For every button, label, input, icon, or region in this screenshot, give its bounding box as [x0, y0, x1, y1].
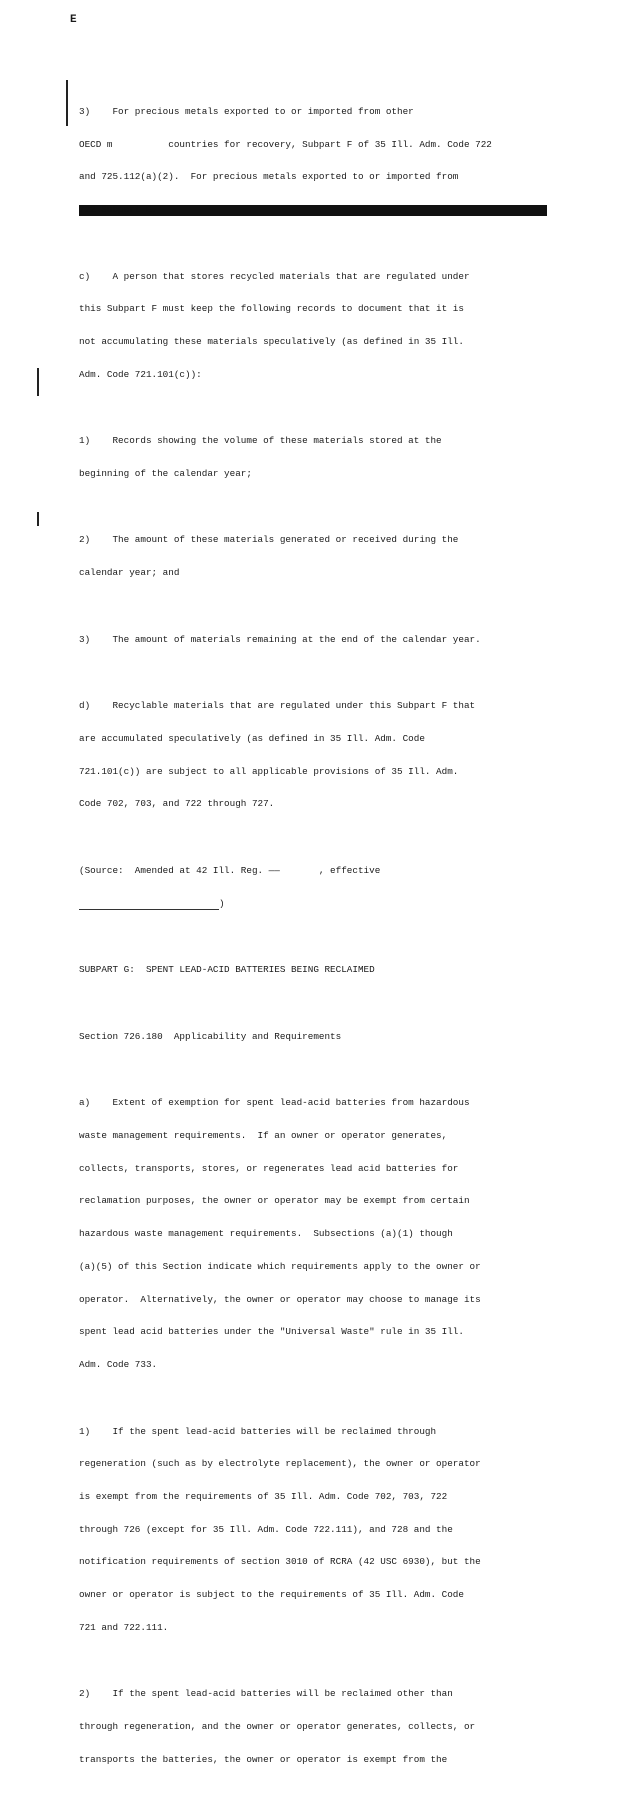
text-line: are accumulated speculatively (as defined in 35 Ill. Adm. Code	[79, 732, 425, 744]
text-line: Adm. Code 721.101(c)):	[79, 368, 202, 380]
text-line: 1) If the spent lead-acid batteries will be reclaimed through	[79, 1425, 437, 1437]
change-bar	[66, 80, 68, 126]
text-line: 3) The amount of materials remaining at the end of the calendar year.	[79, 633, 481, 645]
paragraph-a	[79, 1076, 547, 1392]
text-line: Code 702, 703, and 722 through 727.	[79, 798, 275, 810]
text-line: SUBPART G: SPENT LEAD-ACID BATTERIES BEING RECLAIMED	[79, 964, 375, 976]
text-line: regeneration (such as by electrolyte replacement), the owner or operator	[79, 1458, 481, 1470]
source-close: )	[219, 897, 225, 909]
text-line: 2) If the spent lead-acid batteries will be reclaimed other than	[79, 1688, 453, 1700]
section-title	[79, 1010, 547, 1065]
text-line: d) Recyclable materials that are regulated under this Subpart F that	[79, 700, 476, 712]
paragraph-a2	[79, 1668, 547, 1788]
text-line: Adm. Code 733.	[79, 1358, 158, 1370]
text-line: notification requirements of section 3010 of RCRA (42 USC 6930), but the	[79, 1556, 481, 1568]
text-line: calendar year; and	[79, 567, 180, 579]
source-note	[79, 844, 547, 931]
text-line: through 726 (except for 35 Ill. Adm. Code 722.111), and 728 and the	[79, 1523, 453, 1535]
text-line: transports the batteries, the owner or operator is exempt from the	[79, 1753, 448, 1765]
text-line: spent lead acid batteries under the "Universal Waste" rule in 35 Ill.	[79, 1326, 464, 1338]
text-line: beginning of the calendar year;	[79, 467, 252, 479]
text-line: collects, transports, stores, or regenerates lead acid batteries for	[79, 1162, 459, 1174]
paragraph-c3	[79, 613, 547, 668]
text-line: c) A person that stores recycled materials that are regulated under	[79, 270, 470, 282]
paragraph-c	[79, 250, 547, 403]
change-bar	[37, 512, 39, 526]
text-line: this Subpart F must keep the following records to document that it is	[79, 303, 464, 315]
text-line: hazardous waste management requirements. Subsections (a)(1) though	[79, 1228, 453, 1240]
text-line: is exempt from the requirements of 35 Ill. Adm. Code 702, 703, 722	[79, 1490, 448, 1502]
paragraph-a1	[79, 1405, 547, 1656]
text-line: 3) For precious metals exported to or imported from other	[79, 105, 414, 117]
paragraph-precious-metals	[79, 85, 547, 238]
text-line: (a)(5) of this Section indicate which requirements apply to the owner or	[79, 1260, 481, 1272]
text-line: 1) Records showing the volume of these materials stored at the	[79, 435, 442, 447]
text-line: a) Extent of exemption for spent lead-acid batteries from hazardous	[79, 1097, 470, 1109]
text-line: through regeneration, and the owner or operator generates, collects, or	[79, 1721, 476, 1733]
text-line: reclamation purposes, the owner or operator may be exempt from certain	[79, 1195, 470, 1207]
text-line: not accumulating these materials speculatively (as defined in 35 Ill.	[79, 335, 464, 347]
source-close-line	[79, 899, 547, 910]
text-line: 721.101(c)) are subject to all applicable provisions of 35 Ill. Adm.	[79, 765, 459, 777]
paragraph-c1	[79, 414, 547, 501]
document-page	[79, 85, 547, 1800]
paragraph-c2	[79, 514, 547, 601]
text-line: Section 726.180 Applicability and Requirements	[79, 1030, 342, 1042]
text-line: 721 and 722.111.	[79, 1621, 169, 1633]
text-line: waste management requirements. If an owner or operator generates,	[79, 1129, 448, 1141]
text-line: 2) The amount of these materials generated or received during the	[79, 534, 459, 546]
text-line: OECD m countries for recovery, Subpart F of 35 Ill. Adm. Code 722	[79, 138, 492, 150]
paragraph-d	[79, 679, 547, 832]
change-bar	[37, 368, 39, 396]
page-mark: E	[70, 14, 77, 26]
text-line: and 725.112(a)(2). For precious metals exported to or imported from	[79, 171, 459, 183]
text-line: operator. Alternatively, the owner or operator may choose to manage its	[79, 1293, 481, 1305]
blank-underline	[79, 900, 219, 910]
source-line: (Source: Amended at 42 Ill. Reg. —— , effective	[79, 864, 381, 876]
subpart-title	[79, 943, 547, 998]
redacted-text-line: 722.Subpart E.	[79, 205, 547, 216]
text-line: owner or operator is subject to the requirements of 35 Ill. Adm. Code	[79, 1589, 464, 1601]
